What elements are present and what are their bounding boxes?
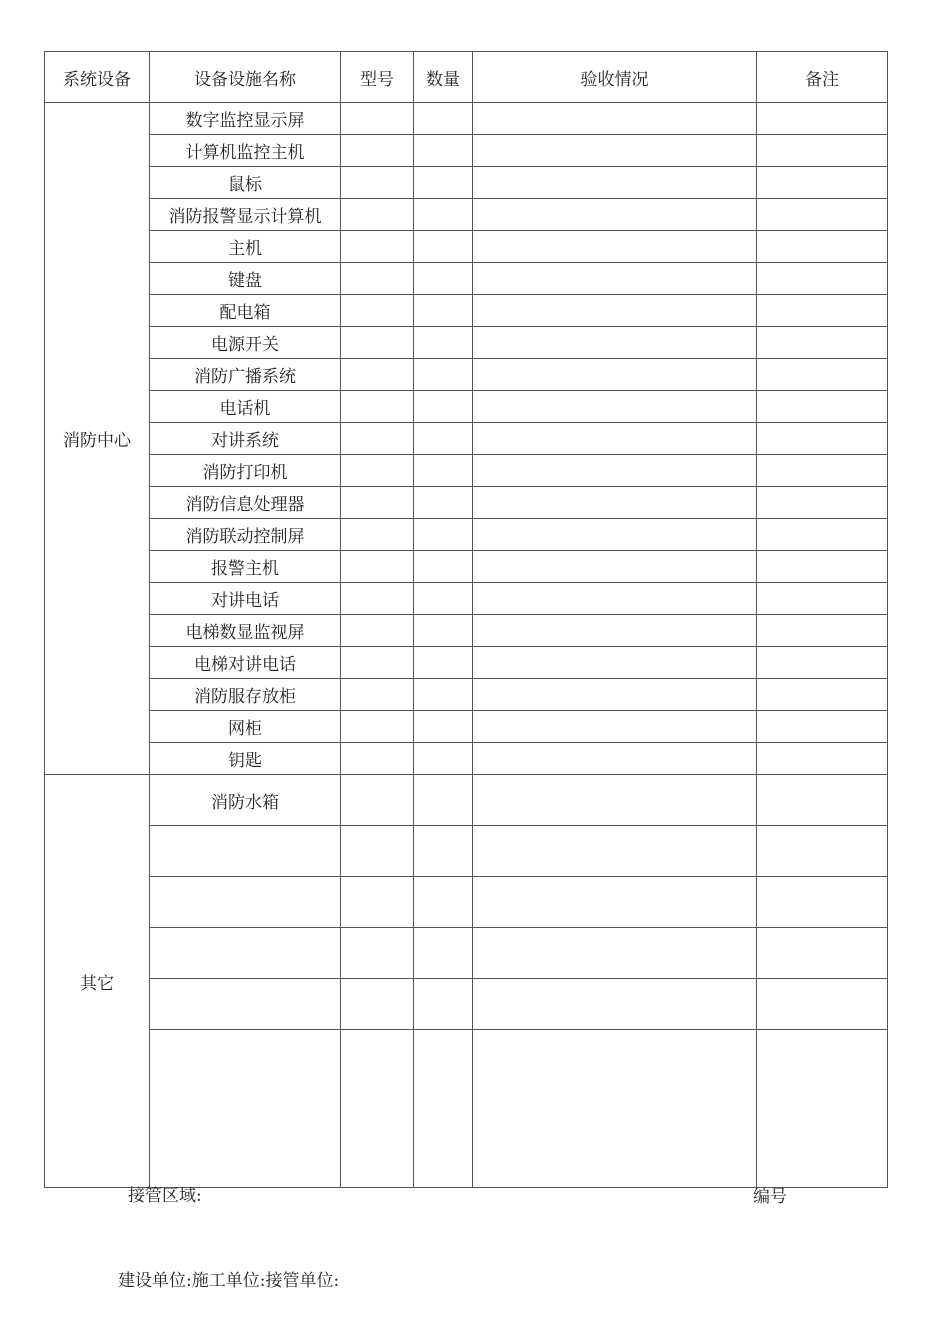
- acceptance-cell: [473, 103, 757, 135]
- item-name-cell: 消防打印机: [150, 455, 341, 487]
- acceptance-cell: [473, 231, 757, 263]
- header-acceptance: 验收情况: [473, 52, 757, 103]
- remarks-cell: [757, 487, 888, 519]
- remarks-cell: [757, 826, 888, 877]
- item-name-cell: 消防水箱: [150, 775, 341, 826]
- quantity-cell: [414, 167, 473, 199]
- table-row: [45, 679, 888, 711]
- acceptance-cell: [473, 615, 757, 647]
- remarks-cell: [757, 327, 888, 359]
- remarks-cell: [757, 775, 888, 826]
- model-cell: [341, 551, 414, 583]
- model-cell: [341, 327, 414, 359]
- quantity-cell: [414, 103, 473, 135]
- remarks-cell: [757, 928, 888, 979]
- acceptance-cell: [473, 359, 757, 391]
- table-row: [45, 103, 888, 135]
- item-name-cell: 消防信息处理器: [150, 487, 341, 519]
- model-cell: [341, 615, 414, 647]
- table-row: [45, 295, 888, 327]
- table-row: [45, 1030, 888, 1188]
- item-name-cell: [150, 1030, 341, 1188]
- units-line: 建设单位:施工单位:接管单位:: [118, 1271, 340, 1291]
- acceptance-cell: [473, 775, 757, 826]
- table-row: [45, 615, 888, 647]
- quantity-cell: [414, 327, 473, 359]
- acceptance-cell: [473, 487, 757, 519]
- acceptance-cell: [473, 423, 757, 455]
- model-cell: [341, 135, 414, 167]
- quantity-cell: [414, 679, 473, 711]
- acceptance-cell: [473, 979, 757, 1030]
- system-group-cell: 消防中心: [45, 103, 150, 775]
- acceptance-cell: [473, 135, 757, 167]
- model-cell: [341, 979, 414, 1030]
- acceptance-cell: [473, 1030, 757, 1188]
- remarks-cell: [757, 455, 888, 487]
- quantity-cell: [414, 877, 473, 928]
- acceptance-table: [44, 51, 888, 1188]
- model-cell: [341, 647, 414, 679]
- remarks-cell: [757, 583, 888, 615]
- table-row: [45, 391, 888, 423]
- table-row: [45, 263, 888, 295]
- remarks-cell: [757, 711, 888, 743]
- table-row: [45, 455, 888, 487]
- table-row: [45, 877, 888, 928]
- quantity-cell: [414, 135, 473, 167]
- quantity-cell: [414, 263, 473, 295]
- item-name-cell: 对讲电话: [150, 583, 341, 615]
- item-name-cell: 数字监控显示屏: [150, 103, 341, 135]
- acceptance-cell: [473, 583, 757, 615]
- table-row: [45, 359, 888, 391]
- acceptance-cell: [473, 519, 757, 551]
- quantity-cell: [414, 775, 473, 826]
- acceptance-cell: [473, 295, 757, 327]
- remarks-cell: [757, 263, 888, 295]
- quantity-cell: [414, 1030, 473, 1188]
- quantity-cell: [414, 455, 473, 487]
- header-remarks: 备注: [757, 52, 888, 103]
- model-cell: [341, 583, 414, 615]
- acceptance-cell: [473, 743, 757, 775]
- quantity-cell: [414, 928, 473, 979]
- model-cell: [341, 743, 414, 775]
- model-cell: [341, 103, 414, 135]
- system-group-cell: 其它: [45, 775, 150, 1188]
- table-row: [45, 551, 888, 583]
- item-name-cell: 电源开关: [150, 327, 341, 359]
- acceptance-cell: [473, 711, 757, 743]
- item-name-cell: 配电箱: [150, 295, 341, 327]
- model-cell: [341, 711, 414, 743]
- acceptance-cell: [473, 826, 757, 877]
- header-model: 型号: [341, 52, 414, 103]
- item-name-cell: 钥匙: [150, 743, 341, 775]
- quantity-cell: [414, 391, 473, 423]
- quantity-cell: [414, 231, 473, 263]
- quantity-cell: [414, 583, 473, 615]
- item-name-cell: [150, 826, 341, 877]
- quantity-cell: [414, 551, 473, 583]
- model-cell: [341, 928, 414, 979]
- number-label: 编号: [753, 1187, 787, 1207]
- table-row: [45, 775, 888, 826]
- model-cell: [341, 1030, 414, 1188]
- remarks-cell: [757, 231, 888, 263]
- remarks-cell: [757, 519, 888, 551]
- model-cell: [341, 455, 414, 487]
- model-cell: [341, 679, 414, 711]
- remarks-cell: [757, 167, 888, 199]
- table-row: [45, 519, 888, 551]
- acceptance-cell: [473, 455, 757, 487]
- model-cell: [341, 231, 414, 263]
- model-cell: [341, 199, 414, 231]
- acceptance-cell: [473, 551, 757, 583]
- header-item-name: 设备设施名称: [150, 52, 341, 103]
- table-row: [45, 743, 888, 775]
- acceptance-cell: [473, 167, 757, 199]
- table-row: [45, 979, 888, 1030]
- item-name-cell: 计算机监控主机: [150, 135, 341, 167]
- quantity-cell: [414, 979, 473, 1030]
- item-name-cell: 消防服存放柜: [150, 679, 341, 711]
- table-row: [45, 199, 888, 231]
- remarks-cell: [757, 979, 888, 1030]
- area-label: 接管区域:: [128, 1186, 202, 1206]
- item-name-cell: 电梯对讲电话: [150, 647, 341, 679]
- item-name-cell: 主机: [150, 231, 341, 263]
- acceptance-cell: [473, 928, 757, 979]
- quantity-cell: [414, 423, 473, 455]
- remarks-cell: [757, 199, 888, 231]
- item-name-cell: 消防报警显示计算机: [150, 199, 341, 231]
- remarks-cell: [757, 551, 888, 583]
- acceptance-cell: [473, 263, 757, 295]
- table-row: [45, 928, 888, 979]
- table-row: [45, 711, 888, 743]
- header-system: 系统设备: [45, 52, 150, 103]
- item-name-cell: 对讲系统: [150, 423, 341, 455]
- quantity-cell: [414, 647, 473, 679]
- quantity-cell: [414, 199, 473, 231]
- item-name-cell: 鼠标: [150, 167, 341, 199]
- item-name-cell: [150, 877, 341, 928]
- acceptance-cell: [473, 679, 757, 711]
- table-row: [45, 487, 888, 519]
- remarks-cell: [757, 359, 888, 391]
- model-cell: [341, 519, 414, 551]
- remarks-cell: [757, 1030, 888, 1188]
- item-name-cell: [150, 979, 341, 1030]
- quantity-cell: [414, 519, 473, 551]
- model-cell: [341, 826, 414, 877]
- quantity-cell: [414, 615, 473, 647]
- item-name-cell: 报警主机: [150, 551, 341, 583]
- item-name-cell: 电梯数显监视屏: [150, 615, 341, 647]
- table-row: [45, 423, 888, 455]
- acceptance-cell: [473, 327, 757, 359]
- remarks-cell: [757, 135, 888, 167]
- remarks-cell: [757, 391, 888, 423]
- model-cell: [341, 487, 414, 519]
- item-name-cell: 电话机: [150, 391, 341, 423]
- remarks-cell: [757, 743, 888, 775]
- table-row: [45, 327, 888, 359]
- item-name-cell: 键盘: [150, 263, 341, 295]
- model-cell: [341, 295, 414, 327]
- table-row: [45, 826, 888, 877]
- table-row: [45, 647, 888, 679]
- model-cell: [341, 775, 414, 826]
- quantity-cell: [414, 359, 473, 391]
- model-cell: [341, 359, 414, 391]
- model-cell: [341, 167, 414, 199]
- table-row: [45, 231, 888, 263]
- table-row: [45, 135, 888, 167]
- quantity-cell: [414, 826, 473, 877]
- remarks-cell: [757, 877, 888, 928]
- acceptance-cell: [473, 391, 757, 423]
- item-name-cell: 网柜: [150, 711, 341, 743]
- model-cell: [341, 391, 414, 423]
- quantity-cell: [414, 295, 473, 327]
- table-row: [45, 167, 888, 199]
- acceptance-cell: [473, 647, 757, 679]
- header-row: [45, 52, 888, 103]
- acceptance-cell: [473, 199, 757, 231]
- acceptance-cell: [473, 877, 757, 928]
- remarks-cell: [757, 295, 888, 327]
- item-name-cell: 消防广播系统: [150, 359, 341, 391]
- remarks-cell: [757, 679, 888, 711]
- remarks-cell: [757, 103, 888, 135]
- table-row: [45, 583, 888, 615]
- header-quantity: 数量: [414, 52, 473, 103]
- quantity-cell: [414, 711, 473, 743]
- quantity-cell: [414, 487, 473, 519]
- item-name-cell: 消防联动控制屏: [150, 519, 341, 551]
- quantity-cell: [414, 743, 473, 775]
- model-cell: [341, 877, 414, 928]
- remarks-cell: [757, 423, 888, 455]
- model-cell: [341, 263, 414, 295]
- item-name-cell: [150, 928, 341, 979]
- model-cell: [341, 423, 414, 455]
- remarks-cell: [757, 615, 888, 647]
- remarks-cell: [757, 647, 888, 679]
